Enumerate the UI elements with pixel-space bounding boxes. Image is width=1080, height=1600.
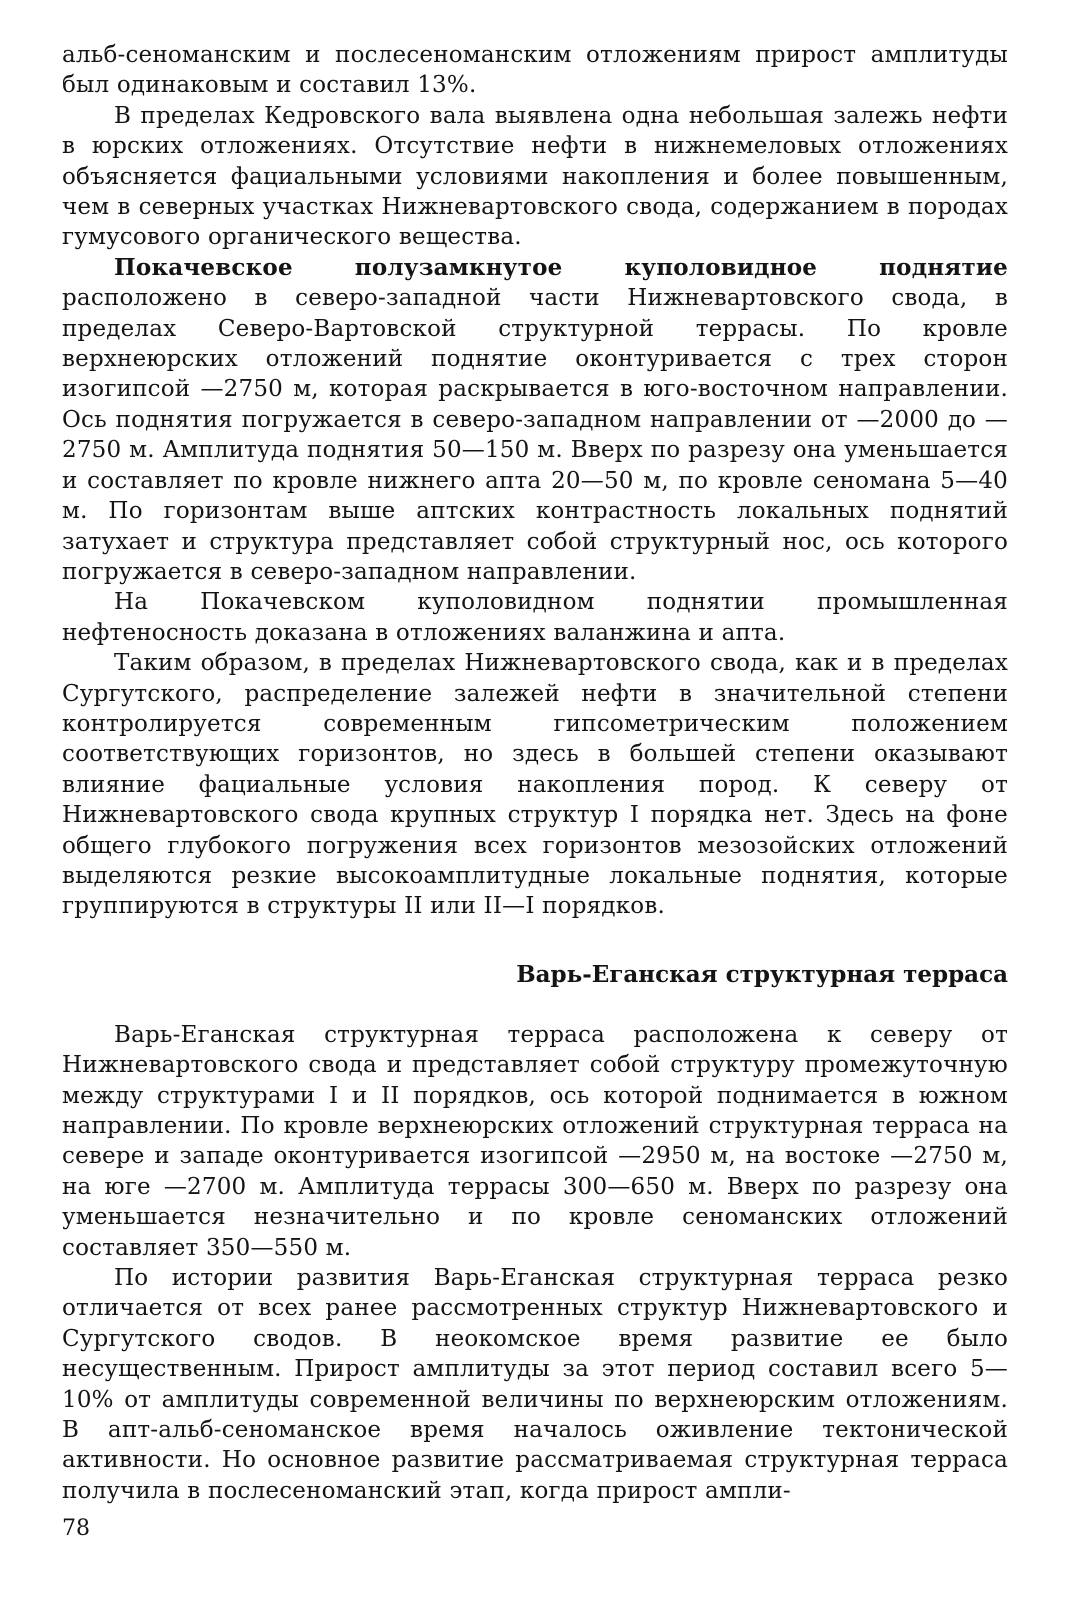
paragraph-5 — [62, 648, 1008, 922]
paragraph-4 — [62, 587, 1008, 648]
paragraph-7 — [62, 1263, 1008, 1506]
paragraph-1-text: альб-сеноманским и послесеноманским отложениям прирост амплитуды был одинаковым и составил 13%. — [62, 42, 1008, 99]
paragraph-1 — [62, 40, 1008, 101]
paragraph-4-text: На Покачевском куполовидном поднятии промышленная нефтеносность доказана в отложениях валанжина и апта. — [62, 589, 1008, 646]
paragraph-2-text: В пределах Кедровского вала выявлена одна небольшая залежь нефти в юрских отложениях. Отсутствие нефти в нижнемеловых отложениях объясняется фациальными условиями накопления и более повышенным, чем в северных участках Нижневартовского свода, содержанием в породах гумусового органического вещества. — [62, 102, 1008, 251]
paragraph-2 — [62, 101, 1008, 253]
paragraph-3-text: расположено в северо-западной части Нижневартовского свода, в пределах Северо-Вартовской структурной террасы. По кровле верхнеюрских отложений поднятие оконтуривается с трех сторон изогипсой —2750 м, которая раскрывается в юго-восточном направлении. Ось поднятия погружается в северо-западном направлении от —2000 до —2750 м. Амплитуда поднятия 50—150 м. Вверх по разрезу она уменьшается и составляет по кровле нижнего апта 20—50 м, по кровле сеномана 5—40 м. По горизонтам выше аптских контрастность локальных поднятий затухает и структура представляет собой структурный нос, ось которого погружается в северо-западном направлении. — [62, 285, 1008, 585]
paragraph-3-bold-term: Покачевское полузамкнутое куполовидное поднятие — [114, 253, 1008, 281]
page-body — [62, 40, 1008, 1506]
section-heading: Варь-Еганская структурная терраса — [516, 960, 1008, 988]
page-number: 78 — [62, 1516, 90, 1541]
paragraph-7-text: По истории развития Варь-Еганская структурная терраса резко отличается от всех ранее рассмотренных структур Нижневартовского и Сургутского сводов. В неокомское время развитие ее было несущественным. Прирост амплитуды за этот период составил всего 5—10% от амплитуды современной величины по верхнеюрским отложениям. В апт-альб-сеноманское время началось оживление тектонической активности. Но основное развитие рассматриваемая структурная терраса получила в послесеноманский этап, когда прирост ампли- — [62, 1265, 1008, 1504]
paragraph-6 — [62, 1020, 1008, 1263]
paragraph-3 — [62, 253, 1008, 587]
paragraph-5-text: Таким образом, в пределах Нижневартовского свода, как и в пределах Сургутского, распределение залежей нефти в значительной степени контролируется современным гипсометрическим положением соответствующих горизонтов, но здесь в большей степени оказывают влияние фациальные условия накопления пород. К северу от Нижневартовского свода крупных структур I порядка нет. Здесь на фоне общего глубокого погружения всех горизонтов мезозойских отложений выделяются резкие высокоамплитудные локальные поднятия, которые группируются в структуры II или II—I порядков. — [62, 650, 1008, 920]
paragraph-6-text: Варь-Еганская структурная терраса расположена к северу от Нижневартовского свода и представляет собой структуру промежуточную между структурами I и II порядков, ось которой поднимается в южном направлении. По кровле верхнеюрских отложений структурная терраса на севере и западе оконтуривается изогипсой —2950 м, на востоке —2750 м, на юге —2700 м. Амплитуда террасы 300—650 м. Вверх по разрезу она уменьшается незначительно и по кровле сеноманских отложений составляет 350—550 м. — [62, 1021, 1008, 1261]
